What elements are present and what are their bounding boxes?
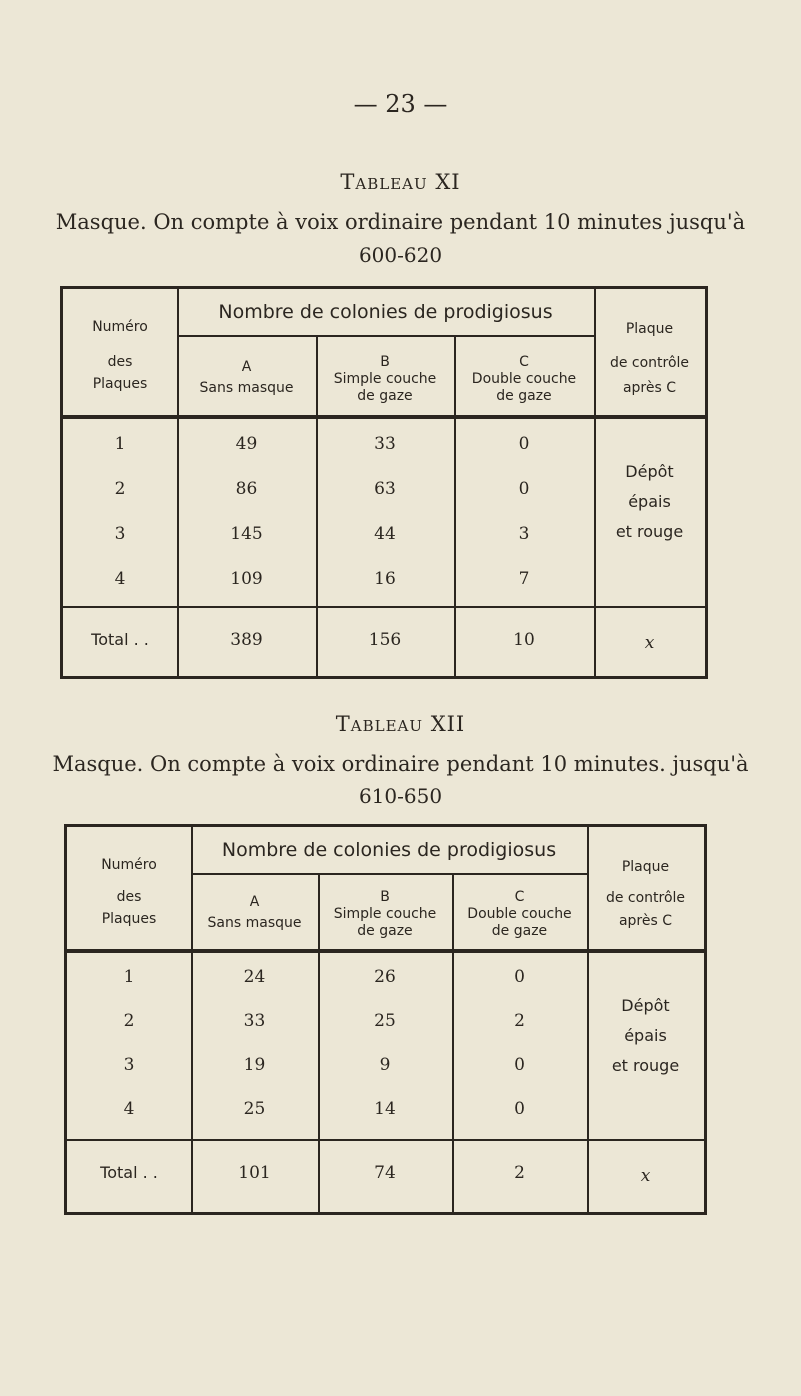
cell-numero: 1: [114, 434, 126, 454]
table-caption: Masque. On compte à voix ordinaire pendant 10 minutes. jusqu'à: [52, 752, 749, 776]
cell-b: 26: [374, 967, 396, 987]
data-table: [64, 824, 707, 1215]
cell-b: 25: [374, 1011, 396, 1031]
header-col-b: B Simple couche de gaze: [333, 889, 437, 939]
cell-numero: 4: [114, 569, 126, 589]
header-col-b: B Simple couche de gaze: [333, 354, 437, 404]
total-c: 2: [514, 1163, 525, 1183]
total-label: Total . .: [91, 630, 149, 649]
cell-a: 24: [243, 967, 266, 987]
cell-a: 145: [230, 524, 263, 544]
data-table: [60, 286, 708, 679]
table-title: Tableau XI: [340, 170, 461, 194]
cell-c: 2: [514, 1011, 525, 1031]
header-col-c: C Double couche de gaze: [471, 354, 577, 404]
cell-c: 0: [514, 1055, 525, 1075]
table-caption: Masque. On compte à voix ordinaire pendant 10 minutes jusqu'à: [55, 210, 746, 234]
cell-a: 19: [243, 1055, 266, 1075]
total-b: 156: [368, 630, 402, 650]
total-label: Total . .: [100, 1163, 158, 1182]
plaque-text: Dépôt épais et rouge: [615, 462, 684, 541]
cell-numero: 2: [123, 1011, 135, 1031]
header-group: Nombre de colonies de prodigiosus: [221, 839, 557, 861]
cell-b: 16: [374, 569, 396, 589]
table-subcaption: 610-650: [358, 784, 443, 808]
page-number: — 23 —: [353, 90, 448, 118]
cell-a: 25: [243, 1099, 266, 1119]
header-col-a: A Sans masque: [199, 359, 294, 396]
header-plaque: Plaque de contrôle après C: [609, 321, 690, 396]
cell-a: 33: [243, 1011, 266, 1031]
cell-a: 109: [230, 569, 263, 589]
cell-a: 49: [235, 434, 258, 454]
cell-c: 7: [518, 569, 530, 589]
plaque-text: Dépôt épais et rouge: [611, 996, 680, 1075]
total-c: 10: [513, 630, 535, 650]
total-a: 101: [238, 1163, 271, 1183]
cell-c: 0: [514, 967, 525, 987]
cell-b: 9: [379, 1055, 391, 1075]
cell-numero: 3: [123, 1055, 135, 1075]
cell-b: 63: [374, 479, 396, 499]
header-numero: Numéro des Plaques: [92, 319, 148, 392]
cell-c: 3: [518, 524, 530, 544]
cell-numero: 3: [114, 524, 126, 544]
cell-b: 44: [374, 524, 396, 544]
total-plaque: x: [644, 633, 655, 653]
total-b: 74: [374, 1163, 396, 1183]
total-plaque: x: [640, 1166, 651, 1186]
header-plaque: Plaque de contrôle après C: [605, 859, 686, 929]
cell-c: 0: [518, 479, 530, 499]
cell-numero: 1: [123, 967, 135, 987]
table-subcaption: 600-620: [358, 243, 443, 267]
total-a: 389: [230, 630, 263, 650]
cell-b: 14: [374, 1099, 396, 1119]
header-group: Nombre de colonies de prodigiosus: [218, 301, 553, 323]
cell-a: 86: [235, 479, 258, 499]
cell-numero: 2: [114, 479, 126, 499]
table-title: Tableau XII: [335, 712, 466, 736]
header-numero: Numéro des Plaques: [101, 857, 157, 927]
cell-c: 0: [518, 434, 530, 454]
cell-numero: 4: [123, 1099, 135, 1119]
cell-b: 33: [374, 434, 396, 454]
cell-c: 0: [514, 1099, 525, 1119]
header-col-c: C Double couche de gaze: [467, 889, 572, 939]
header-col-a: A Sans masque: [207, 894, 302, 931]
